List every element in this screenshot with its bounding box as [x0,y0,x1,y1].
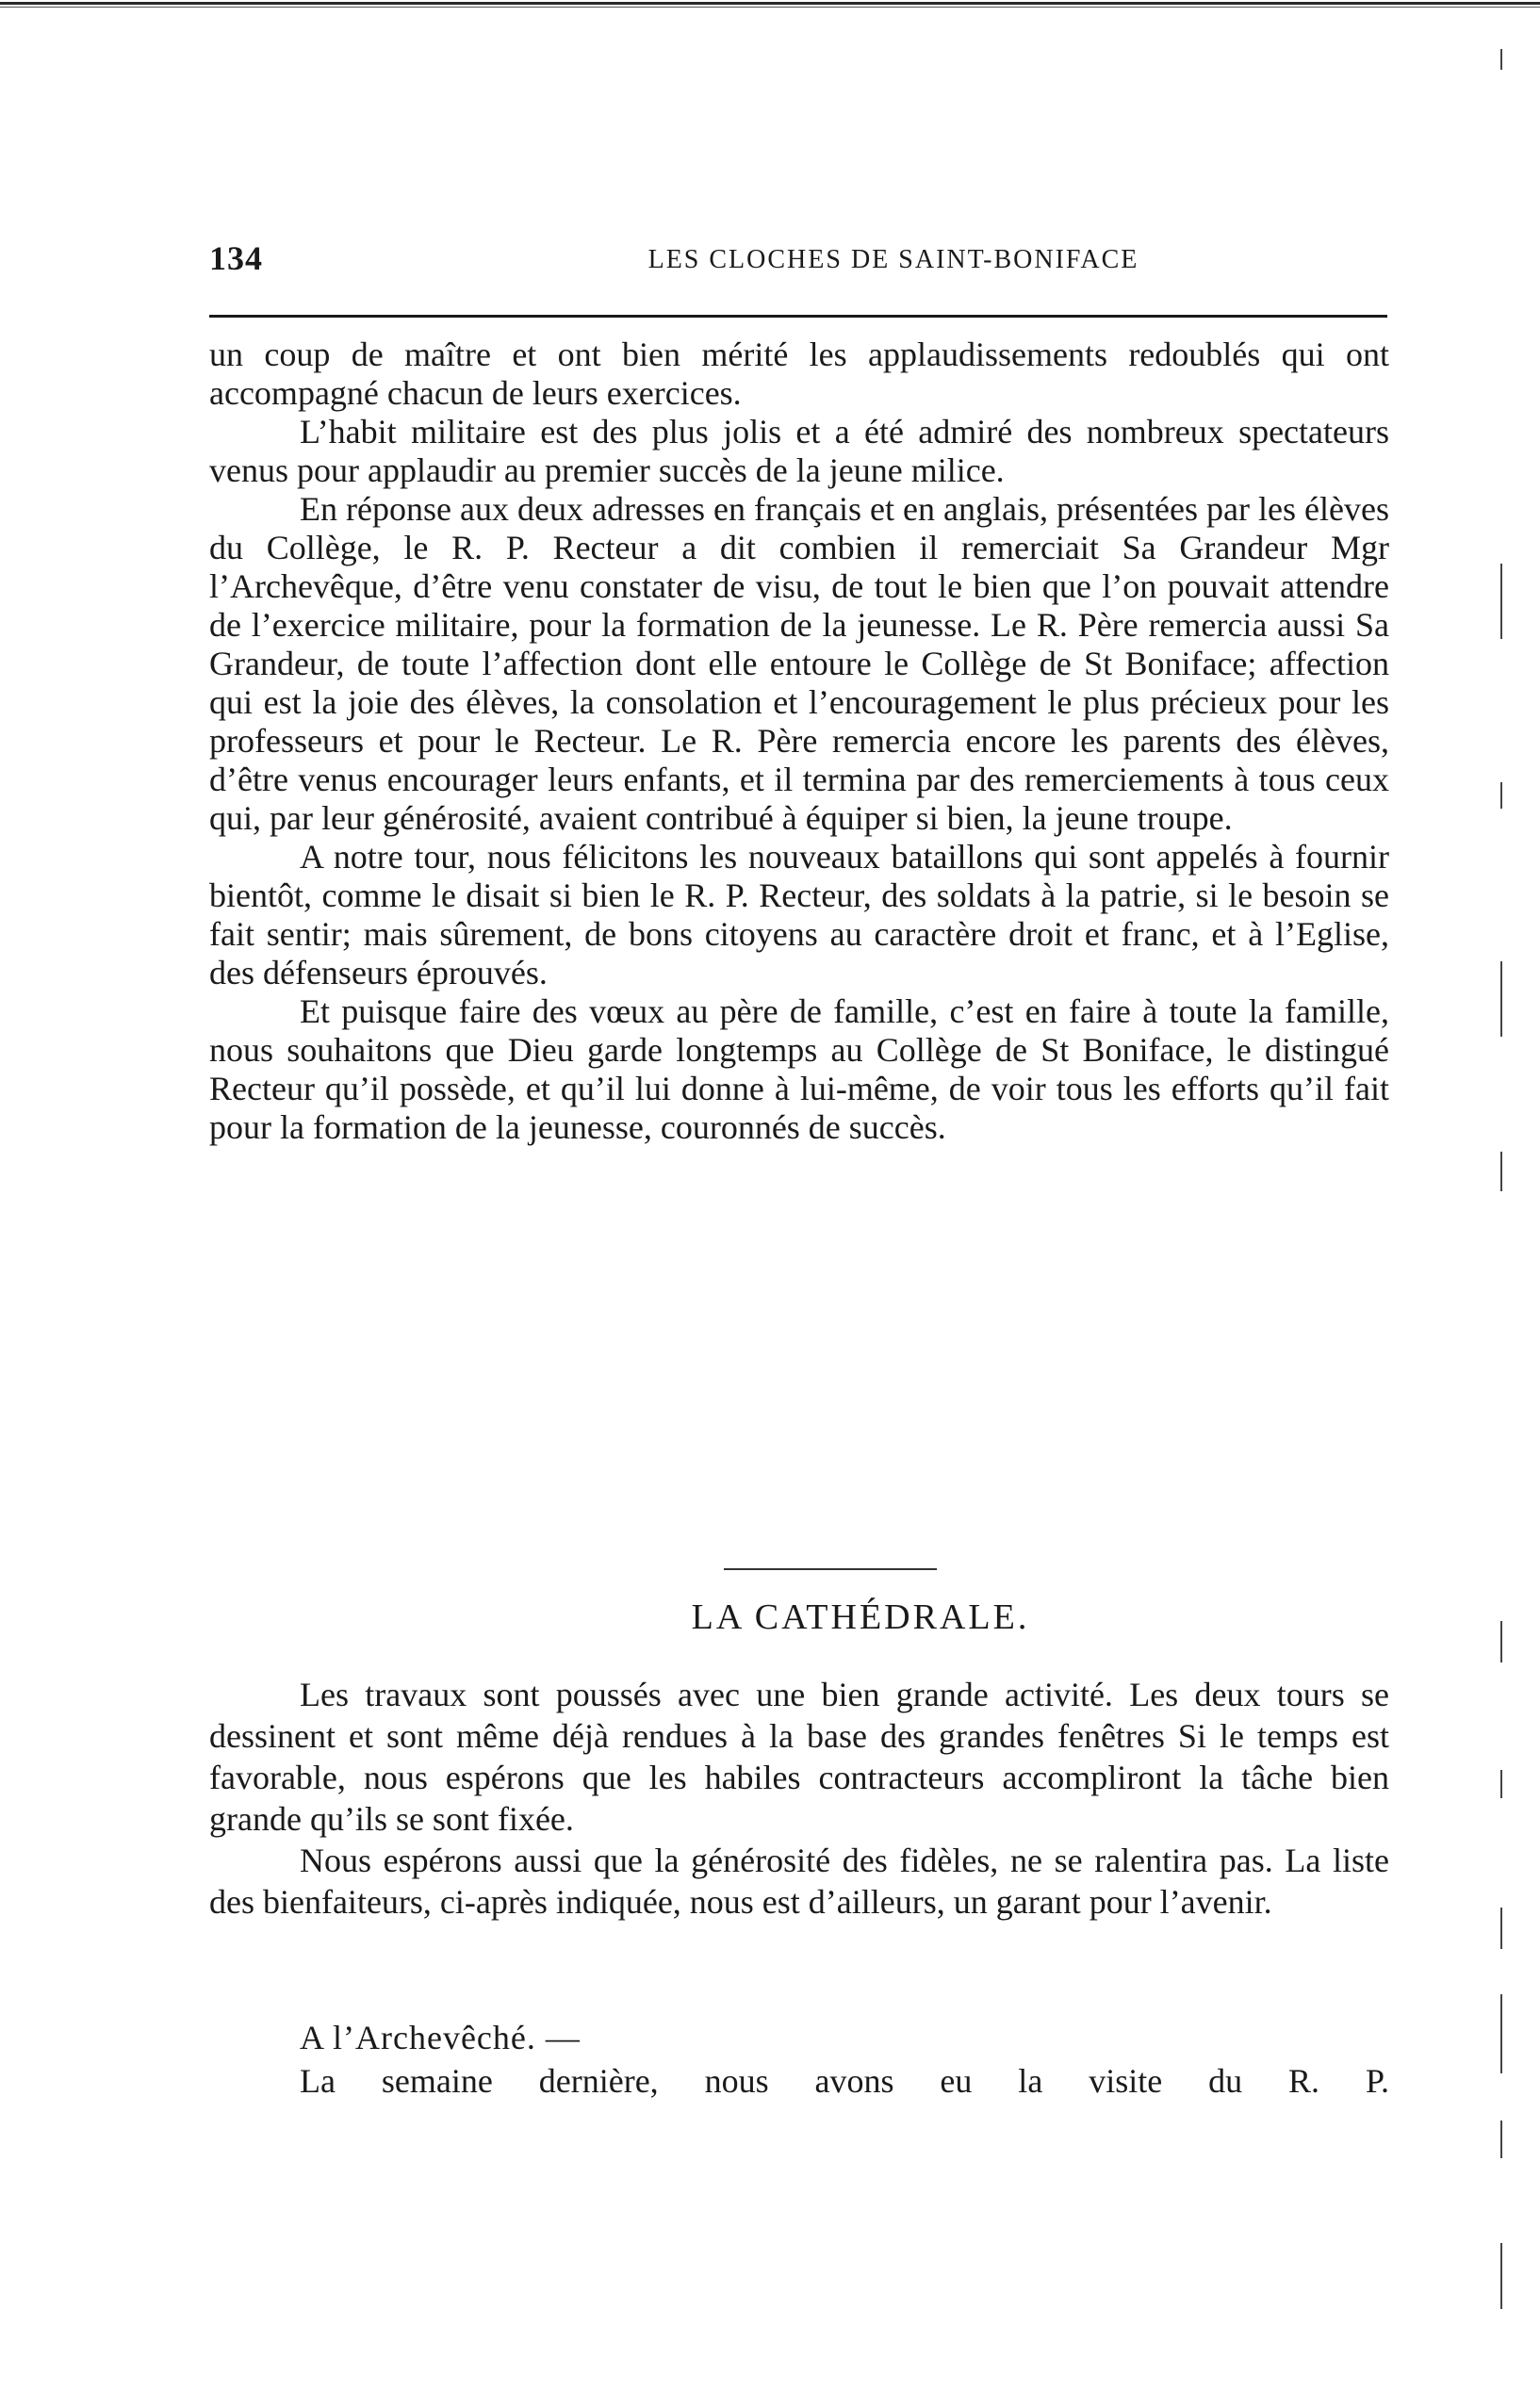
margin-mark [1500,1621,1502,1662]
page-header [209,237,1389,285]
subheading: A l’Archevêché. — [300,2019,581,2056]
margin-mark [1500,49,1502,70]
running-title: LES CLOCHES DE SAINT-BONIFACE [647,245,1139,274]
top-edge-rule [0,0,1540,13]
section-title: LA CATHÉDRALE. [691,1597,1030,1637]
margin-mark [1500,2243,1502,2309]
margin-mark [1500,782,1502,809]
paragraph-continuation: un coup de maître et ont bien mérité les applaudissements redoublés qui ont accompagné chacun de leurs exercices. [209,336,1389,412]
margin-mark [1500,1152,1502,1191]
paragraph: Les travaux sont poussés avec une bien grande activité. Les deux tours se dessinent et sont même déjà rendues à la base des grandes fenêtres Si le temps est favorable, nous espérons que les habiles contracteurs accompliront la tâche bien grande qu’ils se sont fixée. [209,1676,1389,1838]
section-divider [724,1568,937,1570]
margin-mark [1500,564,1502,639]
margin-mark [1500,1908,1502,1949]
margin-mark [1500,1994,1502,2073]
paragraph: Nous espérons aussi que la générosité des fidèles, ne se ralentira pas. La liste des bienfaiteurs, ci-après indiquée, nous est d’ailleurs, un garant pour l’avenir. [209,1842,1389,1921]
margin-mark [1500,2121,1502,2158]
page-number: 134 [209,239,263,277]
main-text [209,336,1389,1147]
margin-mark [1500,961,1502,1037]
paragraph: En réponse aux deux adresses en français et en anglais, présentées par les élèves du Collège, le R. P. Recteur a dit combien il remerciait Sa Grandeur Mgr l’Archevêque, d’être venu constater de visu, de tout le bien que l’on pouvait attendre de l’exercice militaire, pour la formation de la jeunesse. Le R. Père remercia aussi Sa Grandeur, de toute l’affection dont elle entoure le Collège de St Boniface; affection qui est la joie des élèves, la consolation et l’encouragement le plus précieux pour les professeurs et pour le Recteur. Le R. Père remercia encore les parents des élèves, d’être venus encourager leurs enfants, et il termina par des remerciements à tous ceux qui, par leur générosité, avaient contribué à équiper si bien, la jeune troupe. [209,490,1389,837]
paragraph: L’habit militaire est des plus jolis et a été admiré des nombreux spectateurs venus pour applaudir au premier succès de la jeune milice. [209,413,1389,489]
paragraph-start: La semaine dernière, nous avons eu la visite du R. P. [300,2062,1389,2100]
header-rule [209,315,1387,318]
paragraph: Et puisque faire des vœux au père de famille, c’est en faire à toute la famille, nous souhaitons que Dieu garde longtemps au Collège de St Boniface, le distingué Recteur qu’il possède, et qu’il lui donne à lui-même, de voir tous les efforts qu’il fait pour la formation de la jeunesse, couronnés de succès. [209,992,1389,1146]
margin-mark [1500,1770,1502,1798]
section-text [209,1674,1389,1923]
paragraph: A notre tour, nous félicitons les nouveaux bataillons qui sont appelés à fournir bientôt, comme le disait si bien le R. P. Recteur, des soldats à la patrie, si le besoin se fait sentir; mais sûrement, de bons citoyens au caractère droit et franc, et à l’Eglise, des défenseurs éprouvés. [209,838,1389,991]
